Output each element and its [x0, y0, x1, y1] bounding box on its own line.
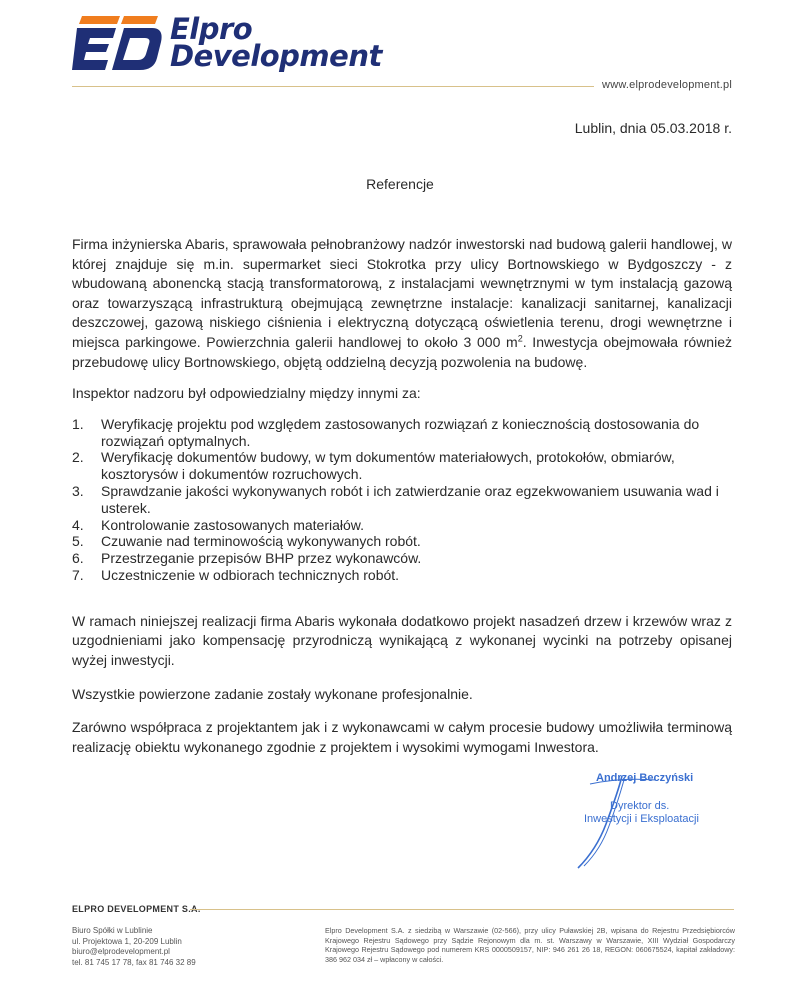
list-item-number: 2.: [72, 449, 84, 466]
list-item: [72, 449, 732, 483]
list-item-text: Czuwanie nad terminowością wykonywanych robót.: [101, 533, 421, 550]
letter-body: [72, 235, 732, 757]
paragraph-1-text: Firma inżynierska Abaris, sprawowała pełnobranżowy nadzór inwestorski nad budową galerii handlowej, w której znajduje się m.in. supermarket sieci Stokrotka przy ulicy Bortnowskiego w Bydgoszczy - z wbudowaną abonencką stacją transformatorową, z instalacjami wewnętrznymi w tym instalacją gazową oraz towarzyszącą infrastrukturą obejmującą zewnętrzne instalacje: kanalizacji sanitarnej, kanalizacji deszczowej, gazową niskiego ciśnienia i elektryczną dotyczącą oświetlenia terenu, drogi wewnętrzne i miejsca parkingowe. Powierzchnia galerii handlowej to około 3 000 m: [72, 236, 732, 350]
list-item-text: Kontrolowanie zastosowanych materiałów.: [101, 516, 365, 533]
header-divider: [72, 86, 594, 87]
paragraph-1-continuation: . Inwestycja obejmowała również przebudowę ulicy Bortnowskiego, objętą oddzielną decyzją pozwolenia na budowę.: [72, 333, 732, 370]
footer-office-phone: tel. 81 745 17 78, fax 81 746 32 89: [72, 957, 196, 967]
ed-logo-mark-icon: [72, 16, 164, 72]
paragraph-duties-intro: Inspektor nadzoru był odpowiedzialny między innymi za:: [72, 385, 421, 402]
signatory-name: Andrzej Beczyński: [596, 772, 694, 784]
list-item: [72, 517, 732, 534]
list-item-text: Przestrzeganie przepisów BHP przez wykonawców.: [101, 550, 422, 567]
paragraph-professional-execution: Wszystkie powierzone zadanie zostały wykonane profesjonalnie.: [72, 685, 473, 702]
footer-company-name: ELPRO DEVELOPMENT S.A.: [72, 904, 201, 914]
list-item-number: 5.: [72, 533, 84, 550]
list-item: [72, 550, 732, 567]
list-item-text: Weryfikację projektu pod względem zastosowanych rozwiązań z koniecznością dostosowania do rozwiązań optymalnych.: [101, 415, 700, 449]
footer-office-address: [72, 926, 196, 968]
letter-date: Lublin, dnia 05.03.2018 r.: [574, 120, 732, 136]
paragraph-additional-work: W ramach niniejszej realizacji firma Abaris wykonała dodatkowo projekt nasadzeń drzew i krzewów wraz z uzgodnieniami jako kompensację przyrodniczą wynikającą z wykonanej wycinki na potrzeby opisanej wyżej inwestycji.: [72, 612, 732, 668]
list-item-text: Sprawdzanie jakości wykonywanych robót i ich zatwierdzanie oraz egzekwowaniem usuwania wad i usterek.: [101, 482, 719, 516]
footer-legal-notice: Elpro Development S.A. z siedzibą w Warszawie (02-566), przy ulicy Puławskiej 2B, wpisana do Rejestru Przedsiębiorców Krajowego Rejestru Sądowego przy Sądzie Rejonowym dla m. st. Warszawy w Warszawie, XIII Wydział Gospodarczy Krajowego Rejestru Sądowego pod numerem KRS 0000509157, NIP: 946 261 26 18, REGON: 060675524, kapitał zakładowy: 386 962 034 zł – wpłacony w całości.: [325, 926, 735, 964]
footer-office-email: biuro@elprodevelopment.pl: [72, 947, 170, 956]
list-item-number: 6.: [72, 550, 84, 567]
list-item: [72, 483, 732, 517]
list-item-number: 3.: [72, 482, 84, 499]
list-item-text: Uczestniczenie w odbiorach technicznych robót.: [101, 566, 400, 583]
footer-divider: [190, 909, 734, 910]
logo-line-1: Elpro: [170, 12, 253, 46]
logo-line-2: Development: [170, 39, 382, 73]
list-item: [72, 567, 732, 584]
footer-office-line: ul. Projektowa 1, 20-209 Lublin: [72, 936, 182, 946]
header-website-url: www.elprodevelopment.pl: [602, 79, 732, 91]
signatory-title-line-1: Dyrektor ds.: [610, 800, 670, 812]
signature-block: [560, 772, 730, 872]
list-item: [72, 416, 732, 450]
list-item-number: 1.: [72, 415, 84, 432]
superscript-squared: 2: [517, 333, 523, 344]
duties-list: [72, 416, 732, 584]
logo-wordmark: [170, 12, 382, 73]
signatory-title-line-2: Inwestycji i Eksploatacji: [584, 813, 699, 825]
company-logo: [72, 12, 402, 74]
letter-title: Referencje: [366, 176, 434, 192]
list-item-text: Weryfikację dokumentów budowy, w tym dokumentów materiałowych, protokołów, obmiarów, kosztorysów i dokumentów rozruchowych.: [101, 449, 675, 483]
paragraph-project-description: [72, 235, 732, 372]
list-item-number: 4.: [72, 516, 84, 533]
footer-office-line: Biuro Spółki w Lublinie: [72, 926, 153, 935]
list-item-number: 7.: [72, 566, 84, 583]
list-item: [72, 533, 732, 550]
paragraph-cooperation: Zarówno współpraca z projektantem jak i z wykonawcami w całym procesie budowy umożliwiła terminową realizację obiektu wykonanego zgodnie z projektem i wysokimi wymogami Inwestora.: [72, 719, 732, 755]
